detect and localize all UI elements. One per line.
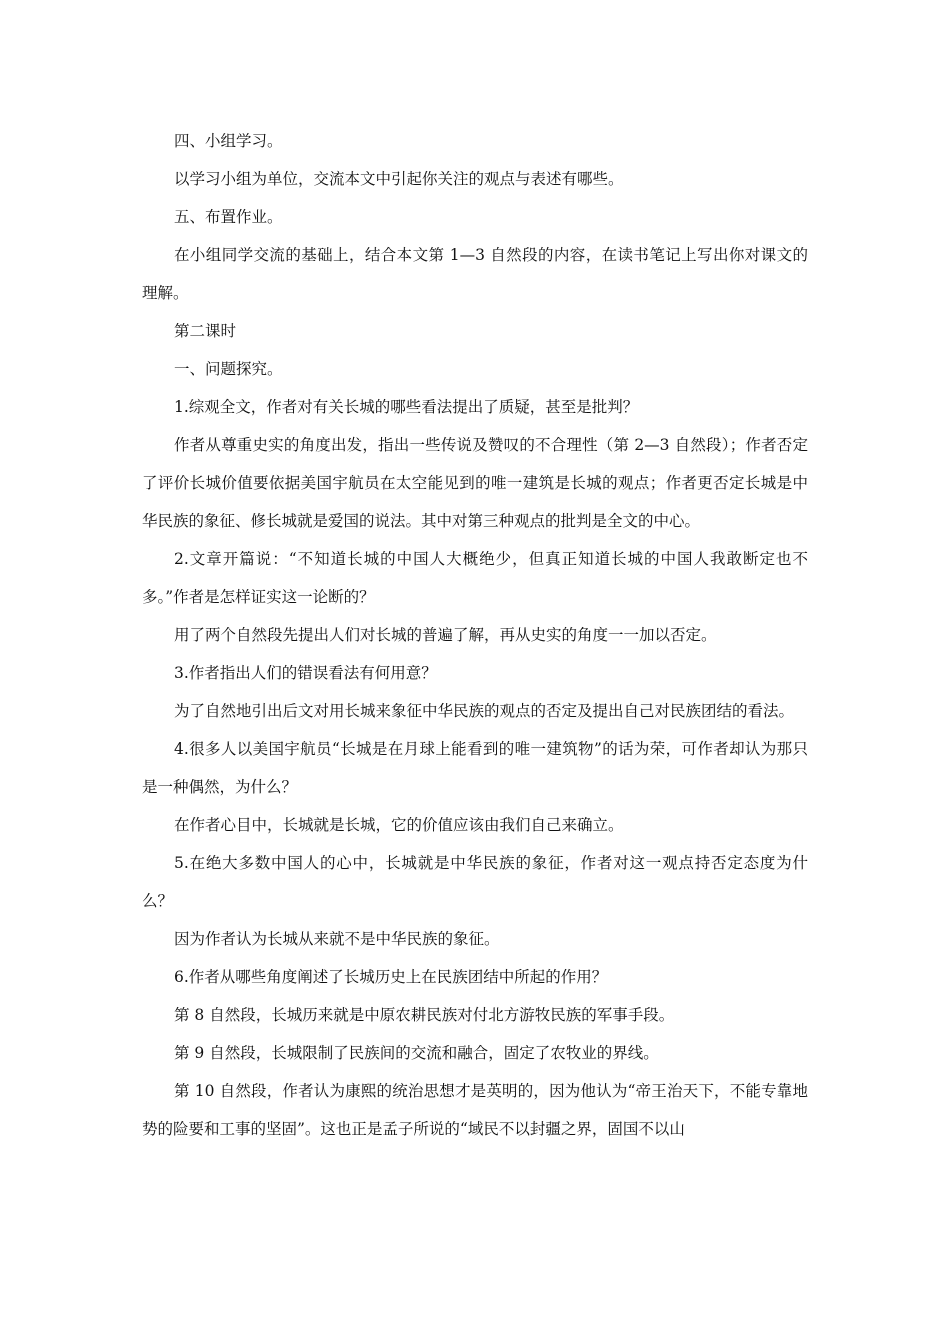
heading-second-lesson: 第二课时	[174, 322, 237, 340]
paragraph: 在小组同学交流的基础上，结合本文第 1—3 自然段的内容，在读书笔记上写出你对课文的理解。	[142, 246, 808, 302]
heading-group-study: 四、小组学习。	[174, 132, 283, 150]
question-2: 2.文章开篇说：“不知道长城的中国人大概绝少，但真正知道长城的中国人我敢断定也不多。”作者是怎样证实这一论断的？	[142, 550, 808, 606]
heading-homework: 五、布置作业。	[174, 208, 283, 226]
answer-5: 因为作者认为长城从来就不是中华民族的象征。	[174, 930, 500, 948]
answer-6-part-1: 第 8 自然段，长城历来就是中原农耕民族对付北方游牧民族的军事手段。	[174, 1006, 675, 1024]
question-6: 6.作者从哪些角度阐述了长城历史上在民族团结中所起的作用？	[174, 968, 608, 986]
question-5: 5.在绝大多数中国人的心中，长城就是中华民族的象征，作者对这一观点持否定态度为什么？	[142, 854, 808, 910]
question-1: 1.综观全文，作者对有关长城的哪些看法提出了质疑，甚至是批判？	[174, 398, 639, 416]
answer-6-part-2: 第 9 自然段，长城限制了民族间的交流和融合，固定了农牧业的界线。	[174, 1044, 659, 1062]
answer-6-part-3: 第 10 自然段，作者认为康熙的统治思想才是英明的，因为他认为“帝王治天下，不能专靠地势的险要和工事的坚固”。这也正是孟子所说的“域民不以封疆之界，固国不以山	[142, 1082, 808, 1138]
question-3: 3.作者指出人们的错误看法有何用意？	[174, 664, 437, 682]
answer-2: 用了两个自然段先提出人们对长城的普遍了解，再从史实的角度一一加以否定。	[174, 626, 717, 644]
answer-1: 作者从尊重史实的角度出发，指出一些传说及赞叹的不合理性（第 2—3 自然段）；作者否定了评价长城价值要依据美国宇航员在太空能见到的唯一建筑是长城的观点；作者更否定长城是中华民族的象征、修长城就是爱国的说法。其中对第三种观点的批判是全文的中心。	[142, 436, 808, 530]
answer-3: 为了自然地引出后文对用长城来象征中华民族的观点的否定及提出自己对民族团结的看法。	[174, 702, 795, 720]
paragraph: 以学习小组为单位，交流本文中引起你关注的观点与表述有哪些。	[174, 170, 624, 188]
answer-4: 在作者心目中，长城就是长城，它的价值应该由我们自己来确立。	[174, 816, 624, 834]
document-body	[142, 122, 808, 1148]
heading-problem-inquiry: 一、问题探究。	[174, 360, 283, 378]
question-4: 4.很多人以美国宇航员“长城是在月球上能看到的唯一建筑物”的话为荣，可作者却认为那只是一种偶然，为什么？	[142, 740, 808, 796]
